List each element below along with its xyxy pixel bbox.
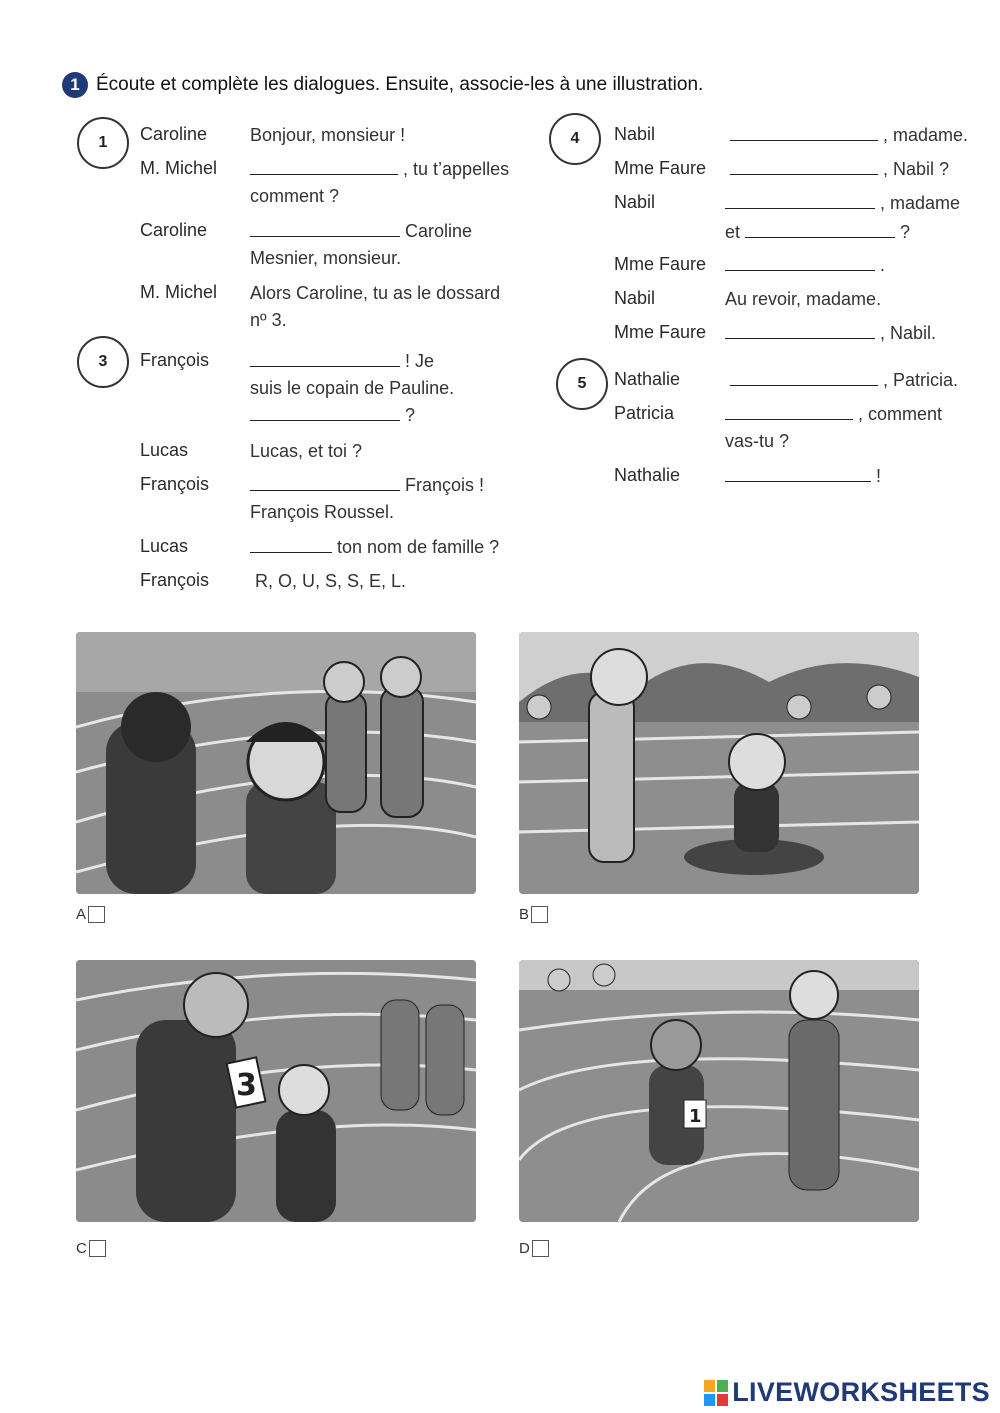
line-text: [725, 463, 881, 489]
illustration-label: B: [519, 906, 530, 923]
line-text: Lucas, et toi ?: [250, 441, 363, 461]
answer-blank[interactable]: [250, 218, 400, 237]
speaker: Nathalie: [614, 465, 681, 485]
line-text-after: , Nabil.: [880, 323, 937, 343]
line-text: Alors Caroline, tu as le dossard: [250, 283, 501, 303]
line-text: [730, 156, 949, 182]
speaker: Lucas: [140, 440, 189, 460]
exercise-number: 1: [62, 72, 88, 98]
instruction: [62, 72, 703, 98]
illustration-b-caption: [519, 906, 548, 923]
line-text-after: , comment: [858, 404, 943, 424]
dialogue-1-number: 1: [77, 117, 129, 169]
speaker: François: [140, 570, 210, 590]
answer-blank[interactable]: [250, 534, 332, 553]
speaker: Nathalie: [614, 369, 681, 389]
illustration-label: C: [76, 1240, 87, 1257]
line-text: [250, 348, 434, 374]
speaker: François: [140, 474, 210, 494]
line-text: [250, 402, 415, 428]
line-text-after: , Patricia.: [883, 370, 959, 390]
illustration-c: [76, 960, 476, 1222]
line-text: [725, 320, 936, 346]
line-text-after: , madame: [880, 193, 961, 213]
speaker: Mme Faure: [614, 158, 707, 178]
speaker: Mme Faure: [614, 322, 707, 342]
speaker: Caroline: [140, 220, 208, 240]
speaker: Nabil: [614, 124, 656, 144]
answer-blank[interactable]: [250, 156, 398, 175]
answer-checkbox[interactable]: [89, 1240, 106, 1257]
speaker: Nabil: [614, 192, 656, 212]
line-text-after: ! Je: [405, 351, 435, 371]
illustration-b: [519, 632, 919, 894]
line-text-continued: Mesnier, monsieur.: [250, 248, 402, 268]
answer-blank[interactable]: [725, 401, 853, 420]
logo-text: LIVEWORKSHEETS: [732, 1377, 990, 1407]
speaker: Nabil: [614, 288, 656, 308]
line-text: [250, 534, 499, 560]
answer-blank[interactable]: [250, 472, 400, 491]
line-text-after: , madame.: [883, 125, 969, 145]
answer-checkbox[interactable]: [532, 1240, 549, 1257]
answer-blank[interactable]: [730, 122, 878, 141]
logo-icon: [704, 1380, 728, 1406]
line-text: [250, 218, 472, 244]
line-text-continued: François Roussel.: [250, 502, 395, 522]
answer-blank[interactable]: [250, 348, 400, 367]
answer-blank[interactable]: [725, 320, 875, 339]
line-text-before: et: [725, 222, 741, 242]
line-text: Bonjour, monsieur !: [250, 125, 406, 145]
line-text-after: Caroline: [405, 221, 473, 241]
dialogue-4-number: 4: [549, 113, 601, 165]
illustration-d-caption: [519, 1240, 549, 1257]
line-text-after: , tu t’appelles: [403, 159, 510, 179]
dialogue-3-number: 3: [77, 336, 129, 388]
line-text: [725, 219, 910, 245]
line-text: [250, 472, 484, 498]
line-text-after: .: [880, 255, 886, 275]
line-text: [250, 156, 509, 182]
speaker: Caroline: [140, 124, 208, 144]
line-text-after: , Nabil ?: [883, 159, 950, 179]
answer-blank[interactable]: [725, 252, 875, 271]
answer-blank[interactable]: [725, 463, 871, 482]
line-text: [730, 122, 968, 148]
answer-checkbox[interactable]: [88, 906, 105, 923]
line-text-continued: suis le copain de Pauline.: [250, 378, 455, 398]
instruction-text: Écoute et complète les dialogues. Ensuite, associe-les à une illustration.: [96, 74, 704, 95]
line-text-after: ton nom de famille ?: [337, 537, 500, 557]
line-text: [725, 401, 942, 427]
bib-number: 1: [689, 1106, 702, 1127]
line-text-continued: comment ?: [250, 186, 340, 206]
line-text-after: !: [876, 466, 882, 486]
dialogue-5-number: 5: [556, 358, 608, 410]
illustration-a-caption: [76, 906, 105, 923]
line-text: R, O, U, S, S, E, L.: [255, 571, 407, 591]
liveworksheets-logo[interactable]: [704, 1377, 990, 1408]
speaker: Lucas: [140, 536, 189, 556]
speaker: M. Michel: [140, 282, 218, 302]
line-text: [730, 367, 958, 393]
line-text-after: François !: [405, 475, 485, 495]
line-text-continued: vas-tu ?: [725, 431, 790, 451]
illustration-c-caption: [76, 1240, 106, 1257]
illustration-a: [76, 632, 476, 894]
illustration-d: [519, 960, 919, 1222]
answer-checkbox[interactable]: [531, 906, 548, 923]
speaker: François: [140, 350, 210, 370]
line-text: [725, 252, 885, 278]
bib-number: 3: [236, 1068, 257, 1103]
answer-blank[interactable]: [250, 402, 400, 421]
answer-blank[interactable]: [730, 367, 878, 386]
answer-blank[interactable]: [730, 156, 878, 175]
illustration-label: A: [76, 906, 87, 923]
line-text: Au revoir, madame.: [725, 289, 882, 309]
answer-blank[interactable]: [725, 190, 875, 209]
line-text: [725, 190, 960, 216]
speaker: M. Michel: [140, 158, 218, 178]
illustration-label: D: [519, 1240, 530, 1257]
line-text-after: ?: [900, 222, 911, 242]
line-text-continued: nº 3.: [250, 310, 287, 330]
line-text-after: ?: [405, 405, 416, 425]
speaker: Mme Faure: [614, 254, 707, 274]
speaker: Patricia: [614, 403, 675, 423]
answer-blank[interactable]: [745, 219, 895, 238]
